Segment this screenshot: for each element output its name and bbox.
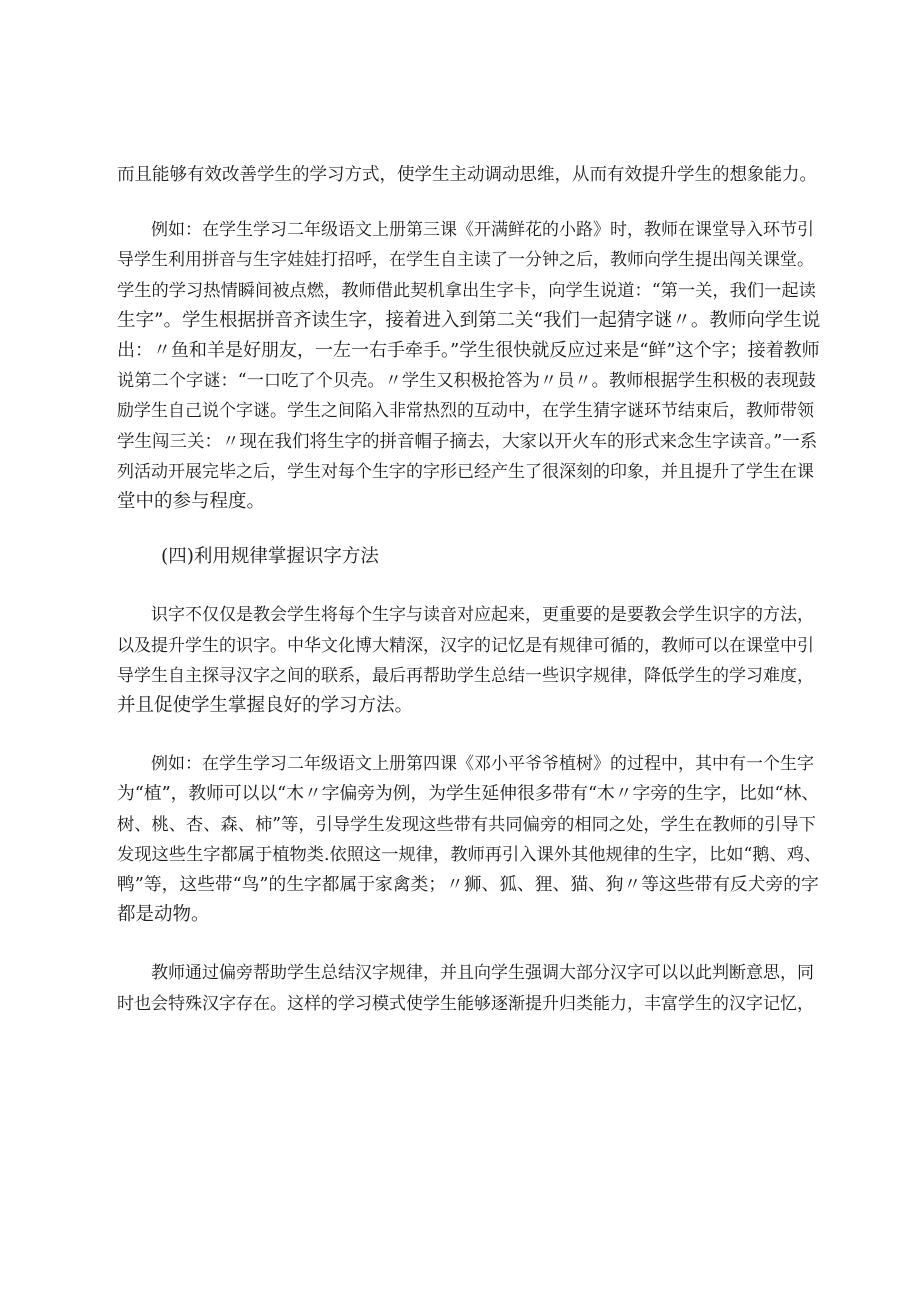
text-line: 学生的学习热情瞬间被点燃，教师借此契机拿出生字卡，向学生说道：“第一关，我们一起读 xyxy=(117,280,816,301)
text-line: 并且促使学生掌握良好的学习方法。 xyxy=(117,695,414,717)
text-line: 树、桃、杏、森、柿”等，引导学生发现这些带有共同偏旁的相同之处，学生在教师的引导下 xyxy=(117,814,816,835)
text-line: 发现这些生字都属于植物类.依照这一规律，教师再引入课外其他规律的生字，比如“鹅、鸡、 xyxy=(117,844,822,865)
text-line: 列活动开展完毕之后，学生对每个生字的字形已经产生了很深刻的印象，并且提升了学生在课 xyxy=(117,461,814,482)
text-line: 而且能够有效改善学生的学习方式，使学生主动调动思维，从而有效提升学生的想象能力。 xyxy=(117,165,817,185)
text-line: 例如：在学生学习二年级语文上册第四课《邓小平爷爷植树》的过程中，其中有一个生字 xyxy=(151,754,814,775)
section-heading-text: (四)利用规律掌握识字方法 xyxy=(161,546,379,568)
paragraph-1 xyxy=(117,160,823,190)
document-page xyxy=(117,160,823,1019)
text-line: 为“植”，教师可以以“木〃字偏旁为例，为学生延伸很多带有“木〃字旁的生字，比如“林、 xyxy=(117,784,820,805)
text-line: 堂中的参与程度。 xyxy=(117,491,266,513)
text-line: 教师通过偏旁帮助学生总结汉字规律，并且向学生强调大部分汉字可以以此判断意思，同 xyxy=(151,963,814,984)
text-line: 鸭”等，这些带“鸟”的生字都属于家禽类；〃狮、狐、狸、猫、狗〃等这些带有反犬旁的字 xyxy=(117,875,819,896)
text-line: 识字不仅仅是教会学生将每个生字与读音对应起来，更重要的是要教会学生识字的方法， xyxy=(151,605,814,626)
paragraph-4 xyxy=(117,749,823,930)
text-line: 学生闯三关：〃现在我们将生字的拼音帽子摘去，大家以开火车的形式来念生字读音。”一系 xyxy=(117,431,818,452)
text-line: 出：〃鱼和羊是好朋友，一左一右手牵手。”学生很快就反应过来是“鲜”这个字；接着教师 xyxy=(117,340,820,362)
text-line: 时也会特殊汉字存在。这样的学习模式使学生能够逐渐提升归类能力，丰富学生的汉字记忆， xyxy=(117,993,814,1014)
text-line: 导学生利用拼音与生字娃娃打招呼，在学生自主读了一分钟之后，教师向学生提出闯关课堂。 xyxy=(117,250,814,271)
text-line: 说第二个字谜：“一口吃了个贝壳。〃学生又积极抢答为〃员〃。教师根据学生积极的表现鼓 xyxy=(117,371,816,392)
text-line: 励学生自己说个字谜。学生之间陷入非常热烈的互动中，在学生猜字谜环节结束后，教师带领 xyxy=(117,401,814,422)
text-line: 例如：在学生学习二年级语文上册第三课《开满鲜花的小路》时，教师在课堂导入环节引 xyxy=(151,220,814,241)
paragraph-5 xyxy=(117,958,823,1018)
text-line: 以及提升学生的识字。中华文化博大精深，汉字的记忆是有规律可循的，教师可以在课堂中引 xyxy=(117,635,814,656)
text-line: 都是动物。 xyxy=(117,904,210,926)
text-line: 导学生自主探寻汉字之间的联系，最后再帮助学生总结一些识字规律，降低学生的学习难度， xyxy=(117,665,814,686)
paragraph-2 xyxy=(117,215,823,517)
paragraph-3 xyxy=(117,600,823,721)
text-line: 生字”。学生根据拼音齐读生字，接着进入到第二关“我们一起猜字谜〃。教师向学生说 xyxy=(117,309,821,331)
section-heading xyxy=(117,542,823,572)
